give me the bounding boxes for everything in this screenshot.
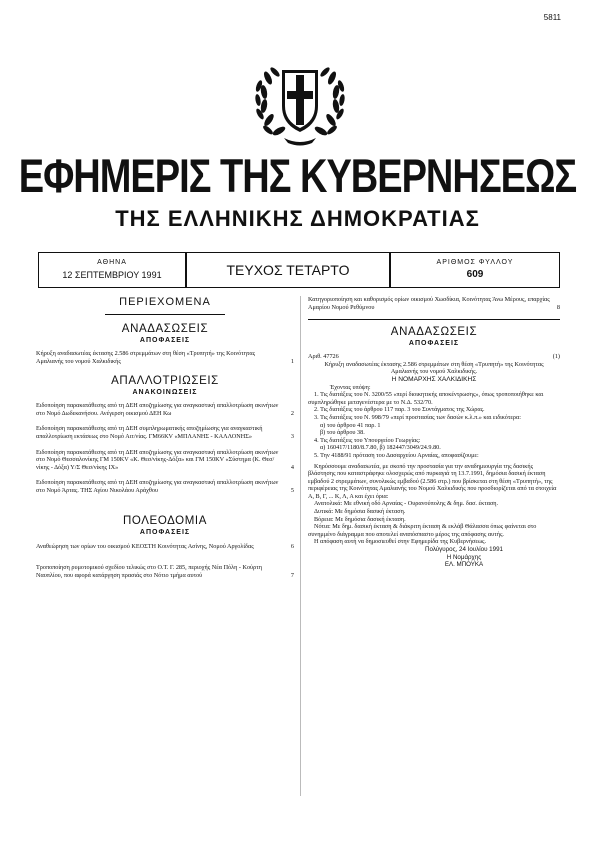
issue-date: 12 ΣΕΠΤΕΜΒΡΙΟΥ 1991 — [62, 270, 162, 280]
section-subheading: ΑΠΟΦΑΣΕΙΣ — [139, 337, 191, 344]
toc-entry[interactable] — [36, 479, 294, 494]
toc-entry-text: Κατηγοριοποίηση και καθορισμός ορίων οικισμού Χωσδίκια, Κοινότητας Άνω Μέρους, επαρχίας Αμαρίου Νομού Ρεθύμνου — [308, 296, 550, 311]
paragraph: β) του άρθρου 38. — [320, 429, 365, 437]
toc-entry-page: 4 — [290, 463, 294, 471]
toc-entry-text: Κήρυξη αναδασωτέας έκτασης 2.586 στρεμμάτων στη θέση «Τρυπητή» της Κοινότητας Αμαλιανής του νομού Χαλκιδικής — [36, 350, 256, 365]
toc-entry-text: Ειδοποίηση παρακατάθεσης από τη ΔΕΗ αποζημίωσης για αναγκαστική απαλλοτρίωση ακινήτων στο Νομό Άρτας. ΤΗΣ Αγίου Νικολάου Αράχθου — [36, 479, 279, 494]
toc-entry-page: 8 — [556, 303, 560, 311]
masthead-subtitle: ΤΗΣ ΕΛΛΗΝΙΚΗΣ ΔΗΜΟΚΡΑΤΙΑΣ — [115, 206, 480, 231]
boundary: Δυτικά: Με δημόσια δασική έκταση. — [314, 508, 406, 516]
toc-entry[interactable] — [36, 402, 294, 417]
toc-entry[interactable] — [36, 350, 294, 365]
toc-entry-text: Τροποποίηση ρυμοτομικού σχεδίου τελικώς στο Ο.Τ. Γ. 285, περιοχής Νέα Πόλη - Κούρτη Ναυπλίου, που αφορά κατάργηση πρασιάς στο Νότιο τμήμα αυτού — [36, 564, 262, 579]
toc-entry-page: 7 — [290, 571, 294, 579]
body-column — [308, 296, 560, 569]
publication-note: Η απόφαση αυτή να δημοσιευθεί στην Εφημερίδα της Κυβερνήσεως. — [314, 538, 487, 546]
toc-entry[interactable] — [36, 449, 294, 472]
sheet-number: 609 — [466, 269, 484, 280]
column-divider — [300, 296, 301, 796]
boundary: Βόρεια: Με δημόσια δασική έκταση. — [314, 515, 406, 523]
coat-of-arms-emblem — [254, 48, 346, 148]
toc-entry-text: Ειδοποίηση παρακατάθεσης από τη ΔΕΗ αποζημίωσης για αναγκαστική απαλλοτρίωση ακινήτων στο Νομό Θεσσαλονίκης ΓΜ 150ΚV «Κ. Θεσ/νίκης-Δόξα» και ΓΜ 150ΚV «Σύστημα (Κ. Θεσ/νίκης - Δόξα) Υ/Σ Θεσ/νίκης ΙΧ» — [36, 448, 279, 471]
contents-title: ΠΕΡΙΕΧΟΜΕΝΑ — [119, 296, 211, 308]
decision-subject: Κήρυξη αναδασωτέας έκτασης 2.586 στρεμμάτων στη θέση «Τρυπητή» της Κοινότητας Αμαλιανής του νομού Χαλκιδικής. — [324, 360, 544, 376]
toc-entry-text: Αναθεώρηση των ορίων του οικισμού ΚΕΟΣΤΗ Κοινότητας Ασίνης, Νομού Αργολίδας — [36, 542, 254, 550]
signatory-title: Η Νομάρχης — [446, 553, 482, 561]
toc-entry-text: Ειδοποίηση παρακατάθεσης από τη ΔΕΗ συμπληρωματικής αποζημίωσης για αναγκαστική απαλλοτρίωση εκτάσεως στο Νομό Αιτ/νίας. ΓΜ66ΚV «ΜΠΛΑΝΗΣ - ΚΑΛΛΟΝΗΣ» — [36, 425, 263, 440]
contents-column — [36, 296, 294, 579]
date-box — [38, 252, 186, 288]
toc-entry-page: 6 — [290, 542, 294, 550]
page-number: 5811 — [543, 13, 561, 22]
paragraph: 4. Τις διατάξεις του Υπουργείου Γεωργίας: — [314, 436, 421, 444]
paragraph: 5. Την 4188/91 πρόταση του Δασαρχείου Αρναίας, αποφασίζουμε: — [314, 451, 479, 459]
toc-entry-text: Ειδοποίηση παρακατάθεσης από τη ΔΕΗ αποζημίωσης για αναγκαστική απαλλοτρίωση ακινήτων στο Νομό Δωδεκανήσου. Ανέγερση οικισμού ΔΕΗ Κω — [36, 402, 279, 417]
sheet-label: ΑΡΙΘΜΟΣ ΦΥΛΛΟΥ — [436, 259, 514, 266]
signatory-name: ΕΛ. ΜΠΟΥΚΑ — [444, 561, 484, 569]
decision-text: Κηρύσσουμε αναδασωτέα, με σκοπό την προστασία για την αναδημιουργία της δασικής βλάστησης που καταστράφηκε ολοσχερώς από πυρκαγιά τη 13.7.1991, δημόσια δασική έκταση εμβαδού 2 στρεμμάτων, συνολικώς εμβαδού (2.586 στρ.) που βρίσκεται στη θέση «Τρυπητή», της περιφέρειας της Κοινότητας Αμαλιανής του Νομού Χαλκιδικής που προσδιορίζεται από τα στοιχεία Α, Β, Γ, ... Κ, Λ, Α και έχει όρια: — [308, 462, 557, 500]
sheet-box — [390, 252, 560, 288]
paragraph: 3. Τις διατάξεις του Ν. 998/79 «περί προστασίας των δασών κ.λ.π.» και ειδικότερα: — [314, 413, 521, 421]
paragraph: 2. Τις διατάξεις του άρθρου 117 παρ. 3 του Συντάγματος της Χώρας. — [314, 406, 485, 414]
toc-entry[interactable] — [36, 425, 294, 440]
considering-label: Έχοντας υπόψη: — [330, 383, 371, 391]
divider — [308, 319, 560, 320]
toc-entry[interactable] — [36, 543, 294, 551]
issue-box — [186, 252, 390, 288]
toc-entry-page: 5 — [290, 486, 294, 494]
masthead-title: ΕΦΗΜΕΡΙΣ ΤΗΣ ΚΥΒΕΡΝΗΣΕΩΣ — [18, 150, 577, 204]
issue-title: ΤΕΥΧΟΣ ΤΕΤΑΡΤΟ — [226, 262, 350, 278]
paragraph: 1. Τις διατάξεις του Ν. 3200/55 «περί διοικητικής αποκέντρωσης», όπως τροποποιήθηκε και συμπληρώθηκε μεταγενέστερα με το Ν.Δ. 532/70. — [308, 391, 544, 406]
divider — [105, 314, 225, 315]
issuing-authority: Η ΝΟΜΑΡΧΗΣ ΧΑΛΚΙΔΙΚΗΣ — [391, 375, 477, 383]
paragraph: α) του άρθρου 41 παρ. 1 — [320, 421, 381, 429]
boundary: Νότια: Με δημ. δασική έκταση & διάκριτη έκταση & εκλάβ Θάλασσα όπως φαίνεται στο συνημμένο διάγραμμα που αποτελεί αναπόσπαστο μέρος της απόφασης αυτής. — [308, 523, 537, 538]
toc-entry-page: 1 — [290, 357, 294, 365]
toc-entry-page: 2 — [290, 409, 294, 417]
section-heading: ΑΝΑΔΑΣΩΣΕΙΣ — [121, 323, 209, 335]
place-date: Πολύγυρος, 24 Ιουλίου 1991 — [425, 546, 503, 554]
section-subheading: ΑΠΟΦΑΣΕΙΣ — [408, 340, 460, 348]
boundary: Ανατολικά: Με εθνική οδό Αρναίας - Ουρανούπολης & δημ. δασ. έκταση. — [314, 500, 499, 508]
section-heading: ΑΠΑΛΛΟΤΡΙΩΣΕΙΣ — [111, 375, 219, 388]
paragraph: α) 160417/1180/8.7.80, β) 182447/3049/24.9.80. — [320, 444, 441, 452]
section-subheading: ΑΝΑΚΟΙΝΩΣΕΙΣ — [132, 389, 198, 397]
toc-entry[interactable] — [308, 296, 560, 311]
decision-reference — [308, 353, 560, 361]
reference-number: Αριθ. 47726 — [308, 353, 339, 361]
section-heading: ΠΟΛΕΟΔΟΜΙΑ — [123, 514, 207, 527]
reference-index: (1) — [552, 353, 560, 361]
toc-entry[interactable] — [36, 564, 294, 579]
city-label: ΑΘΗΝΑ — [97, 259, 127, 266]
section-subheading: ΑΠΟΦΑΣΕΙΣ — [139, 528, 191, 536]
toc-entry-page: 3 — [290, 432, 294, 440]
section-heading: ΑΝΑΔΑΣΩΣΕΙΣ — [390, 326, 478, 339]
